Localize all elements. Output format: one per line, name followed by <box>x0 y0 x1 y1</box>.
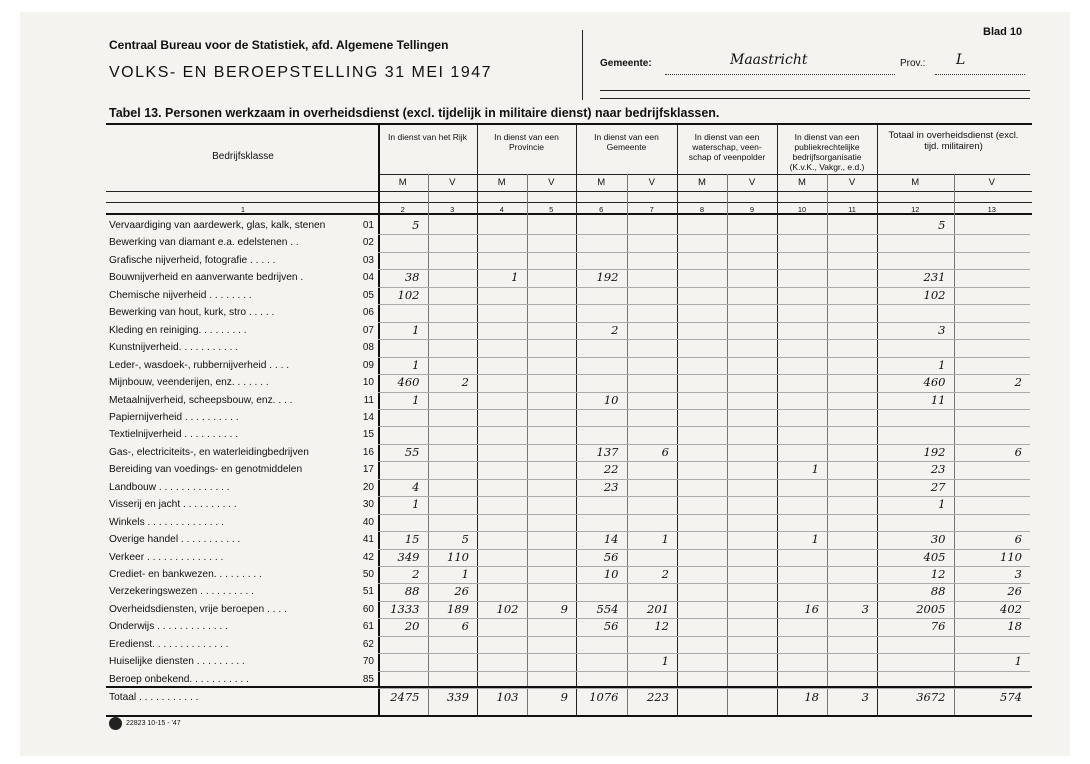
totaal-value: 1076 <box>589 690 619 704</box>
row-code: 50 <box>362 569 374 580</box>
gemeente-label: Gemeente: <box>600 58 652 69</box>
cell-value: 26 <box>1007 584 1022 599</box>
row-label: Papiernijverheid . . . . . . . . . . <box>109 411 239 423</box>
cell-value: 27 <box>930 479 946 494</box>
cell-value: 1 <box>412 392 420 407</box>
row-code: 30 <box>362 499 374 511</box>
group-header-6: Totaal in overheidsdienst (excl. tijd. militairen) <box>888 130 1019 152</box>
cell-value: 3 <box>861 601 869 616</box>
col-number: 4 <box>499 205 504 214</box>
totaal-value: 223 <box>647 690 669 704</box>
row-label: Crediet- en bankwezen. . . . . . . . . <box>109 569 262 580</box>
cell-value: 102 <box>923 287 946 302</box>
row-label: Kunstnijverheid. . . . . . . . . . . <box>109 342 239 354</box>
number-row-rule-bottom <box>106 213 1032 215</box>
row-label: Kleding en reiniging. . . . . . . . . <box>109 324 247 336</box>
col-divider <box>477 124 478 715</box>
col-number: 6 <box>599 205 604 214</box>
row-code: 09 <box>362 359 374 371</box>
totaal-value: 2475 <box>390 690 420 704</box>
row-code: 07 <box>362 324 374 336</box>
row-label: Bereiding van voedings- en genotmiddelen <box>109 464 303 476</box>
cell-value: 5 <box>461 532 469 547</box>
cell-value: 554 <box>596 601 619 616</box>
cell-value: 15 <box>404 532 420 547</box>
cell-value: 30 <box>930 532 946 547</box>
cell-value: 349 <box>397 549 420 564</box>
row-rule <box>378 426 1030 427</box>
totaal-value: 339 <box>447 690 469 704</box>
col-number-1: 1 <box>240 205 246 214</box>
cell-value: 10 <box>603 567 619 581</box>
totaal-rule <box>106 686 1032 688</box>
group-header-1: In dienst van het Rijk <box>388 132 467 142</box>
cell-value: 2 <box>412 567 420 581</box>
row-rule <box>378 234 1030 235</box>
row-rule <box>378 514 1030 515</box>
cell-value: 1 <box>661 532 669 547</box>
cell-value: 12 <box>930 567 946 581</box>
totaal-value: 18 <box>804 690 819 704</box>
sex-row-rule <box>106 191 1032 192</box>
cell-value: 1 <box>412 497 420 512</box>
row-code: 02 <box>362 237 374 249</box>
cell-value: 192 <box>923 444 946 459</box>
col-number: 12 <box>911 205 920 214</box>
totaal-value: 103 <box>496 690 519 704</box>
cell-value: 231 <box>923 270 946 285</box>
row-code: 16 <box>362 446 374 458</box>
cell-value: 56 <box>603 549 619 564</box>
row-label: Onderwijs . . . . . . . . . . . . . <box>109 621 228 633</box>
cell-value: 76 <box>930 619 946 634</box>
totaal-value: 574 <box>1000 690 1022 704</box>
row-rule <box>378 409 1030 410</box>
group-bottom-rule <box>378 174 1030 175</box>
row-label: Verkeer . . . . . . . . . . . . . . <box>109 551 224 563</box>
row-code: 08 <box>362 342 374 354</box>
cell-value: 38 <box>404 270 420 285</box>
cell-value: 88 <box>930 584 946 599</box>
col-number: 7 <box>649 205 654 214</box>
group-header-4: In dienst van een waterschap, veen-schap of veenpolder <box>688 132 766 162</box>
cell-value: 460 <box>397 375 420 390</box>
row-label: Landbouw . . . . . . . . . . . . . <box>109 481 230 493</box>
cell-value: 102 <box>496 601 519 616</box>
cell-value: 88 <box>404 584 420 599</box>
sex-label: V <box>848 177 856 188</box>
col-divider <box>677 124 678 715</box>
prov-label: Prov.: <box>900 58 926 69</box>
row-code: 40 <box>362 516 374 528</box>
row-code: 20 <box>362 481 374 493</box>
row-label: Winkels . . . . . . . . . . . . . . <box>109 516 224 528</box>
col-number: 8 <box>699 205 705 214</box>
totaal-label: Totaal . . . . . . . . . . . <box>109 692 199 703</box>
row-code: 10 <box>362 377 374 389</box>
census-form-sheet <box>20 12 1070 756</box>
cell-value: 3 <box>938 322 946 337</box>
header-rule-2 <box>600 98 1030 99</box>
row-rule <box>378 653 1030 654</box>
row-code: 62 <box>362 638 374 650</box>
cell-value: 20 <box>404 619 420 634</box>
row-rule <box>378 671 1030 672</box>
cell-value: 1 <box>1014 654 1022 669</box>
cell-value: 2 <box>1014 375 1022 390</box>
cell-value: 3 <box>1014 567 1022 581</box>
cell-value: 6 <box>1014 444 1022 459</box>
cell-value: 2 <box>661 567 669 581</box>
row-code: 85 <box>362 673 374 685</box>
cell-value: 1333 <box>390 601 420 616</box>
row-code: 04 <box>362 272 374 284</box>
cell-value: 1 <box>412 357 420 372</box>
col-number: 5 <box>549 205 554 214</box>
col-number: 9 <box>749 205 755 214</box>
row-code: 11 <box>363 394 374 406</box>
gemeente-value: Maastricht <box>730 52 808 68</box>
row-label: Grafische nijverheid, fotografie . . . . . <box>109 254 276 266</box>
cell-value: 460 <box>923 375 946 390</box>
group-header-3: In dienst van een Gemeente <box>594 132 659 152</box>
cell-value: 56 <box>603 619 619 634</box>
row-label: Bewerking van hout, kurk, stro . . . . . <box>109 307 275 319</box>
cell-value: 189 <box>447 601 469 616</box>
row-label: Eredienst. . . . . . . . . . . . . . <box>109 638 229 650</box>
cell-value: 14 <box>603 532 619 547</box>
group-header-5: In dienst van een publiekrechtelijke bedrijfsorganisatie (K.v.K., Vakgr., e.d.) <box>789 132 865 172</box>
blad-number: Blad 10 <box>983 26 1023 38</box>
cell-value: 1 <box>938 357 946 372</box>
sex-label: V <box>988 177 995 188</box>
cell-value: 4 <box>412 479 420 494</box>
row-code: 17 <box>362 464 374 476</box>
prov-line <box>935 74 1025 75</box>
col-number: 11 <box>848 205 856 214</box>
row-rule <box>378 636 1030 637</box>
census-title: VOLKS- EN BEROEPSTELLING 31 MEI 1947 <box>109 64 493 81</box>
cell-value: 137 <box>596 444 619 459</box>
cell-value: 2005 <box>916 601 946 616</box>
row-code: 14 <box>362 411 374 423</box>
table-top-rule <box>106 123 1032 125</box>
cell-value: 1 <box>412 322 420 337</box>
cell-value: 192 <box>596 270 619 285</box>
table-title: Tabel 13. Personen werkzaam in overheidsdienst (excl. tijdelijk in militaire dienst) naar bedrijfsklassen. <box>109 106 720 120</box>
cell-value: 5 <box>938 218 946 232</box>
col-number: 3 <box>450 205 455 214</box>
col-divider <box>777 124 778 715</box>
row-label: Verzekeringswezen . . . . . . . . . . <box>109 586 254 598</box>
cell-value: 201 <box>647 601 669 616</box>
bureau-line: Centraal Bureau voor de Statistiek, afd. Algemene Tellingen <box>109 38 449 52</box>
cell-value: 1 <box>811 462 819 477</box>
col-number: 13 <box>987 205 996 214</box>
row-rule <box>378 304 1030 305</box>
table-bottom-rule <box>106 715 1032 717</box>
row-code: 60 <box>362 603 374 615</box>
sex-label: M <box>398 177 407 188</box>
row-rule <box>378 688 1030 689</box>
cell-value: 1 <box>511 270 519 285</box>
cell-value: 6 <box>461 619 469 634</box>
cell-value: 18 <box>1007 619 1022 634</box>
sex-label: M <box>597 177 606 188</box>
cell-value: 405 <box>923 549 946 564</box>
cell-value: 6 <box>661 444 669 459</box>
row-label: Overheidsdiensten, vrije beroepen . . . . <box>109 603 287 615</box>
row-label: Huiselijke diensten . . . . . . . . . <box>109 656 245 668</box>
cell-value: 26 <box>454 584 469 599</box>
cell-value: 22 <box>603 462 619 477</box>
cell-value: 1 <box>811 532 819 547</box>
sex-label: M <box>911 177 920 188</box>
row-label: Overige handel . . . . . . . . . . . <box>109 534 241 546</box>
print-code: 22823 10-15 - '47 <box>126 720 181 727</box>
cell-value: 16 <box>804 601 819 616</box>
prov-value: L <box>956 52 966 68</box>
row-code: 06 <box>362 307 374 319</box>
cell-value: 55 <box>404 444 420 459</box>
header-divider <box>582 30 583 100</box>
printer-logo-icon <box>109 717 122 730</box>
gemeente-line <box>665 74 895 75</box>
row-code: 70 <box>362 656 374 668</box>
totaal-value: 9 <box>560 690 568 704</box>
sex-label: M <box>698 177 706 188</box>
row-label: Leder-, wasdoek-, rubbernijverheid . . . . <box>109 359 290 371</box>
row-rule <box>378 252 1030 253</box>
row-label: Chemische nijverheid . . . . . . . . <box>109 289 252 301</box>
cell-value: 23 <box>930 462 946 477</box>
row-label: Bouwnijverheid en aanverwante bedrijven . <box>109 272 304 284</box>
row-label: Bewerking van diamant e.a. edelstenen . . <box>109 237 299 249</box>
cell-value: 1 <box>938 497 946 512</box>
cell-value: 9 <box>560 601 568 616</box>
number-row-rule-top <box>106 202 1032 203</box>
sex-label: V <box>449 177 456 188</box>
cell-value: 23 <box>603 479 619 494</box>
row-label: Beroep onbekend. . . . . . . . . . . <box>109 673 249 685</box>
row-code: 51 <box>362 586 374 598</box>
row-code: 03 <box>362 254 374 266</box>
row-label: Gas-, electriciteits-, en waterleidingbedrijven <box>109 446 309 458</box>
totaal-value: 3672 <box>916 690 946 704</box>
cell-value: 6 <box>1014 532 1022 547</box>
row-code: 15 <box>362 429 374 441</box>
cell-value: 102 <box>397 287 420 302</box>
cell-value: 402 <box>1000 601 1022 616</box>
col-number: 10 <box>797 205 807 214</box>
cell-value: 110 <box>447 549 469 564</box>
sex-label: M <box>798 177 806 188</box>
cell-value: 1 <box>661 654 669 669</box>
cell-value: 12 <box>654 619 669 634</box>
col-number: 2 <box>400 205 405 214</box>
row-code: 05 <box>362 289 374 301</box>
cell-value: 5 <box>412 218 420 232</box>
cell-value: 11 <box>930 392 946 407</box>
cell-value: 1 <box>461 567 469 581</box>
sex-label: M <box>497 177 506 188</box>
cell-value: 2 <box>461 375 469 390</box>
row-label: Metaalnijverheid, scheepsbouw, enz. . . . <box>109 394 293 406</box>
group-header-2: In dienst van een Provincie <box>494 132 559 152</box>
totaal-value: 3 <box>861 690 869 704</box>
sex-label: V <box>748 177 756 188</box>
cell-value: 10 <box>603 392 619 407</box>
row-code: 42 <box>362 551 374 563</box>
row-label: Mijnbouw, veenderijen, enz. . . . . . . <box>109 377 269 389</box>
header-rule-1 <box>600 90 1030 91</box>
row-code: 41 <box>362 534 374 546</box>
sex-label: V <box>548 177 555 188</box>
sex-label: V <box>648 177 655 188</box>
bedrijfsklasse-header: Bedrijfsklasse <box>212 151 274 162</box>
row-label: Textielnijverheid . . . . . . . . . . <box>109 429 239 441</box>
cell-value: 2 <box>611 322 619 337</box>
row-code: 01 <box>362 220 374 231</box>
row-code: 61 <box>362 621 374 633</box>
row-rule <box>378 339 1030 340</box>
cell-value: 110 <box>1000 549 1022 564</box>
row-label: Visserij en jacht . . . . . . . . . . <box>109 499 237 511</box>
row-label: Vervaardiging van aardewerk, glas, kalk, stenen <box>109 220 326 231</box>
